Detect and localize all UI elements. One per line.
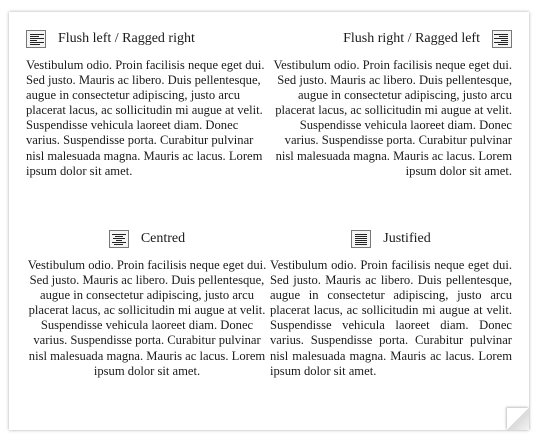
sample-paragraph: Vestibulum odio. Proin facilisis neque eget dui. Sed justo. Mauris ac libero. Duis pellentesque, augue in consectetur adipiscing, justo arcu placerat lacus, ac sollicitudin mi augue at velit. Suspendisse vehicula laoreet diam. Donec varius. Suspendisse porta. Curabitur pulvinar nisl malesuada magna. Mauris ac lacus. Lorem ipsum dolor sit amet. <box>27 258 267 378</box>
align-center-icon <box>109 230 129 248</box>
heading-label: Justified <box>383 231 431 246</box>
justified-example <box>270 228 512 379</box>
align-left-icon <box>26 30 46 48</box>
heading-label: Flush left / Ragged right <box>58 31 195 46</box>
page-sheet <box>9 12 529 430</box>
align-justify-icon <box>351 230 371 248</box>
page-curl <box>507 408 529 430</box>
centred-example <box>26 228 268 379</box>
align-right-icon <box>492 30 512 48</box>
example-heading <box>26 228 268 250</box>
flush-left-example <box>26 28 268 179</box>
example-heading <box>270 28 512 50</box>
example-heading <box>26 28 268 50</box>
flush-right-example <box>270 28 512 179</box>
sample-paragraph: Vestibulum odio. Proin facilisis neque eget dui. Sed justo. Mauris ac libero. Duis pellentesque, augue in consectetur adipiscing, justo arcu placerat lacus, ac sollicitudin mi augue at velit. Suspendisse vehicula laoreet diam. Donec varius. Suspendisse porta. Curabitur pulvinar nisl malesuada magna. Mauris ac lacus. Lorem ipsum dolor sit amet. <box>270 258 512 378</box>
sample-paragraph: Vestibulum odio. Proin facilisis neque eget dui. Sed justo. Mauris ac libero. Duis pellentesque, augue in consectetur adipiscing, justo arcu placerat lacus, ac sollicitudin mi augue at velit. Suspendisse vehicula laoreet diam. Donec varius. Suspendisse porta. Curabitur pulvinar nisl malesuada magna. Mauris ac lacus. Lorem ipsum dolor sit amet. <box>273 58 512 178</box>
heading-label: Centred <box>140 231 186 246</box>
heading-label: Flush right / Ragged left <box>343 31 480 46</box>
sample-paragraph: Vestibulum odio. Proin facilisis neque eget dui. Sed justo. Mauris ac libero. Duis pellentesque, augue in consectetur adipiscing, justo arcu placerat lacus, ac sollicitudin mi augue at velit. Suspendisse vehicula laoreet diam. Donec varius. Suspendisse porta. Curabitur pulvinar nisl malesuada magna. Mauris ac lacus. Lorem ipsum dolor sit amet. <box>26 58 265 178</box>
example-heading <box>270 228 512 250</box>
